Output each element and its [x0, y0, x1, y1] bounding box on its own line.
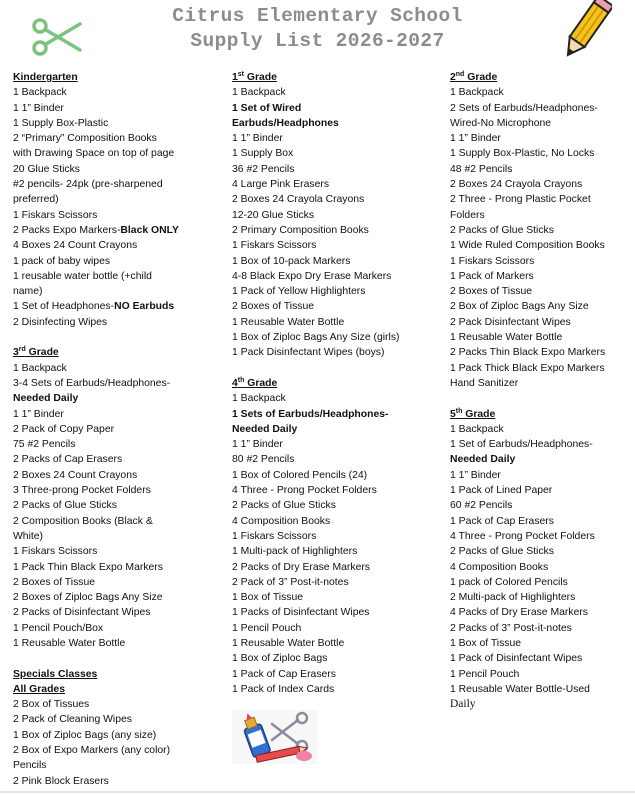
scissors-icon [30, 16, 84, 58]
list-item: 1 Backpack [232, 87, 286, 99]
grade-number: 3 [13, 347, 19, 359]
list-item: 48 #2 Pencils [450, 163, 513, 175]
list-item: 2 Boxes of Tissue [232, 301, 315, 313]
list-item: 1 Box of Colored Pencils (24) [232, 469, 368, 481]
item-emphasis: NO Earbuds [114, 301, 175, 313]
grade-ordinal: st [237, 71, 245, 78]
list-item: 1 Reusable Water Bottle [13, 637, 126, 649]
list-item: 4 Boxes 24 Count Crayons [13, 240, 138, 252]
list-item: 1 1” Binder [13, 102, 64, 114]
fifth-grade-heading [450, 407, 630, 422]
list-item: 2 Boxes 24 Crayola Crayons [450, 179, 583, 191]
item-text: 2 Packs Expo Markers- [13, 224, 121, 236]
list-item: 2 Three - Prong Plastic Pocket [450, 194, 591, 206]
list-item: 2 Pack of Cleaning Wipes [13, 714, 132, 726]
list-item: 1 Box of Ziploc Bags (any size) [13, 729, 157, 741]
list-item: 4-8 Black Expo Dry Erase Markers [232, 270, 392, 282]
list-item: 1 Supply Box-Plastic, No Locks [450, 148, 595, 160]
list-item: 75 #2 Pencils [13, 439, 76, 451]
list-item: 1 Fiskars Scissors [450, 255, 535, 267]
list-item: 4 Packs of Dry Erase Markers [450, 607, 589, 619]
list-item: 2 Pink Block Erasers [13, 775, 109, 787]
list-item: 2 Boxes of Tissue [13, 576, 96, 588]
list-item: 4 Large Pink Erasers [232, 179, 330, 191]
list-item: 2 Pack of Copy Paper [13, 423, 115, 435]
list-item: 2 Box of Tissues [13, 699, 90, 711]
list-item: 2 Primary Composition Books [232, 224, 369, 236]
list-item: 2 Composition Books (Black & [13, 515, 153, 527]
list-item: 1 Fiskars Scissors [13, 209, 98, 221]
grade-ordinal: nd [455, 71, 465, 78]
school-name-title: Citrus Elementary School [172, 5, 463, 27]
list-item: 1 Packs of Disinfectant Wipes [232, 607, 370, 619]
list-item: 1 Pack Thin Black Expo Markers [13, 561, 163, 573]
list-item: 1 Reusable Water Bottle [232, 637, 345, 649]
grade-ordinal: rd [18, 346, 26, 354]
list-item: 1 Pack of Cap Erasers [232, 668, 336, 680]
item-emphasis: Needed Daily [450, 454, 516, 466]
item-emphasis: Needed Daily [13, 393, 79, 405]
grade-label: Grade [462, 408, 496, 420]
item-emphasis: 1 Set of Wired [232, 102, 302, 114]
grade-number: 2 [450, 72, 456, 83]
list-item: 1 Fiskars Scissors [232, 530, 317, 542]
specials-heading: Specials Classes [13, 668, 98, 680]
list-item: 1 Box of 10-pack Markers [232, 255, 351, 267]
list-item: 1 Backpack [450, 423, 504, 435]
list-item: 1 Reusable Water Bottle-Used [450, 683, 590, 695]
list-item: 20 Glue Sticks [13, 163, 80, 175]
fourth-grade-heading [232, 376, 444, 391]
list-item: 1 pack of Colored Pencils [450, 576, 568, 588]
list-item-emphasis [232, 101, 444, 116]
grade-label: Grade [244, 377, 278, 389]
supply-list-title: Supply List 2026-2027 [190, 30, 445, 52]
list-item: with Drawing Space on top of page [13, 148, 175, 160]
list-item: 1 Backpack [13, 87, 67, 99]
page-bottom-rule [0, 791, 635, 793]
list-item: 1 Pack Disinfectant Wipes (boys) [232, 347, 385, 359]
list-item-emphasis [232, 116, 444, 131]
list-item: 1 Pack Thick Black Expo Markers [450, 362, 605, 374]
list-item: 1 Pack of Cap Erasers [450, 515, 554, 527]
list-item: 1 Pack of Yellow Highlighters [232, 286, 366, 298]
list-item: 1 Box of Ziploc Bags Any Size (girls) [232, 332, 400, 344]
third-grade-heading [13, 345, 223, 360]
list-item: 12-20 Glue Sticks [232, 209, 315, 221]
list-item: Hand Sanitizer [450, 377, 519, 389]
list-item: 1 Box of Ziploc Bags [232, 653, 328, 665]
list-item: 2 Boxes 24 Crayola Crayons [232, 194, 365, 206]
list-item: Daily [450, 698, 476, 711]
item-emphasis: 1 Sets of Earbuds/Headphones- [232, 408, 389, 420]
grade-number: 4 [232, 377, 238, 389]
list-item: 2 Pack of 3” Post-it-notes [232, 576, 349, 588]
list-item: 2 Packs of 3” Post-it-notes [450, 622, 572, 634]
school-supplies-icon [232, 710, 318, 764]
pencil-icon [556, 0, 612, 64]
kindergarten-heading: Kindergarten [13, 72, 78, 83]
list-item: 1 pack of baby wipes [13, 255, 111, 267]
list-item: Wired-No Microphone [450, 117, 552, 129]
list-item: 1 Fiskars Scissors [232, 240, 317, 252]
item-emphasis: Black ONLY [120, 224, 179, 236]
list-item-emphasis [450, 452, 630, 467]
list-item: 2 Packs of Cap Erasers [13, 454, 123, 466]
list-item: 1 Pack of Lined Paper [450, 485, 553, 497]
list-item: Pencils [13, 760, 47, 772]
list-item-emphasis [232, 407, 444, 422]
list-item: 2 Pack Disinfectant Wipes [450, 316, 571, 328]
list-item: 2 Disinfecting Wipes [13, 316, 108, 328]
list-item: 3-4 Sets of Earbuds/Headphones- [13, 377, 171, 389]
list-item: 2 Box of Ziploc Bags Any Size [450, 301, 589, 313]
column-middle [232, 70, 444, 697]
list-item: 1 Supply Box-Plastic [13, 117, 109, 129]
list-item: White) [13, 530, 44, 542]
list-item: 1 Fiskars Scissors [13, 546, 98, 558]
list-item: 2 Boxes of Ziploc Bags Any Size [13, 592, 163, 604]
grade-label: Grade [244, 72, 277, 83]
grade-number: 1 [232, 72, 238, 83]
list-item: 1 Pack of Index Cards [232, 683, 335, 695]
list-item: 1 Pack of Disinfectant Wipes [450, 653, 583, 665]
list-item: 2 Multi-pack of Highlighters [450, 592, 576, 604]
item-text: 1 Set of Headphones- [13, 301, 115, 313]
list-item: 2 Sets of Earbuds/Headphones- [450, 102, 598, 114]
first-grade-heading [232, 70, 444, 85]
list-item: 2 Packs of Glue Sticks [232, 500, 336, 512]
list-item: 2 “Primary” Composition Books [13, 133, 157, 145]
grade-ordinal: th [237, 376, 245, 384]
grade-ordinal: th [455, 407, 463, 415]
list-item: name) [13, 286, 43, 298]
list-item: 4 Three - Prong Pocket Folders [450, 530, 595, 542]
list-item: 1 Backpack [450, 87, 504, 99]
list-item [13, 223, 223, 238]
list-item: preferred) [13, 194, 59, 206]
column-left [13, 70, 223, 789]
list-item: 80 #2 Pencils [232, 454, 295, 466]
list-item: 2 Packs of Glue Sticks [13, 500, 117, 512]
list-item: 2 Box of Expo Markers (any color) [13, 745, 171, 757]
list-item: 1 1” Binder [450, 133, 501, 145]
list-item: 1 Reusable Water Bottle [450, 332, 563, 344]
list-item: 1 Pencil Pouch [232, 622, 302, 634]
item-emphasis: Earbuds/Headphones [232, 117, 339, 129]
list-item: 2 Packs of Disinfectant Wipes [13, 607, 151, 619]
list-item: 2 Packs of Dry Erase Markers [232, 561, 371, 573]
second-grade-heading [450, 70, 630, 85]
list-item: 1 Wide Ruled Composition Books [450, 240, 605, 252]
list-item: 1 Pencil Pouch/Box [13, 622, 104, 634]
all-grades-subheading: All Grades [13, 683, 65, 695]
list-item: 1 Backpack [232, 393, 286, 405]
list-item: 60 #2 Pencils [450, 500, 513, 512]
list-item: 4 Three - Prong Pocket Folders [232, 485, 377, 497]
list-item [13, 299, 223, 314]
item-emphasis: Needed Daily [232, 423, 298, 435]
list-item: 1 Multi-pack of Highlighters [232, 546, 358, 558]
grade-label: Grade [464, 72, 498, 83]
list-item: 2 Packs Thin Black Expo Markers [450, 347, 606, 359]
column-right [450, 70, 630, 712]
list-item-emphasis [13, 391, 223, 406]
list-item: 2 Boxes of Tissue [450, 286, 533, 298]
list-item: 3 Three-prong Pocket Folders [13, 485, 151, 497]
list-item: 1 1” Binder [232, 439, 283, 451]
list-item: 2 Packs of Glue Sticks [450, 546, 554, 558]
list-item-emphasis [232, 422, 444, 437]
grade-number: 5 [450, 408, 456, 420]
list-item: 1 Set of Earbuds/Headphones- [450, 439, 593, 451]
list-item: 1 Backpack [13, 362, 67, 374]
list-item: 1 Box of Tissue [232, 592, 304, 604]
list-item: 1 Reusable Water Bottle [232, 316, 345, 328]
list-item: 1 Pack of Markers [450, 270, 534, 282]
list-item: 1 1” Binder [13, 408, 64, 420]
list-item: 2 Boxes 24 Count Crayons [13, 469, 138, 481]
list-item: 1 1” Binder [450, 469, 501, 481]
list-item: 36 #2 Pencils [232, 163, 295, 175]
list-item: 4 Composition Books [450, 561, 549, 573]
list-item: 1 Supply Box [232, 148, 294, 160]
list-item: 4 Composition Books [232, 515, 331, 527]
list-item: Folders [450, 209, 485, 221]
list-item: 1 1” Binder [232, 133, 283, 145]
list-item: 2 Packs of Glue Sticks [450, 224, 554, 236]
list-item: #2 pencils- 24pk (pre-sharpened [13, 179, 163, 191]
grade-label: Grade [25, 347, 59, 359]
list-item: 1 Box of Tissue [450, 637, 522, 649]
list-item: 1 Pencil Pouch [450, 668, 520, 680]
list-item: 1 reusable water bottle (+child [13, 270, 152, 282]
